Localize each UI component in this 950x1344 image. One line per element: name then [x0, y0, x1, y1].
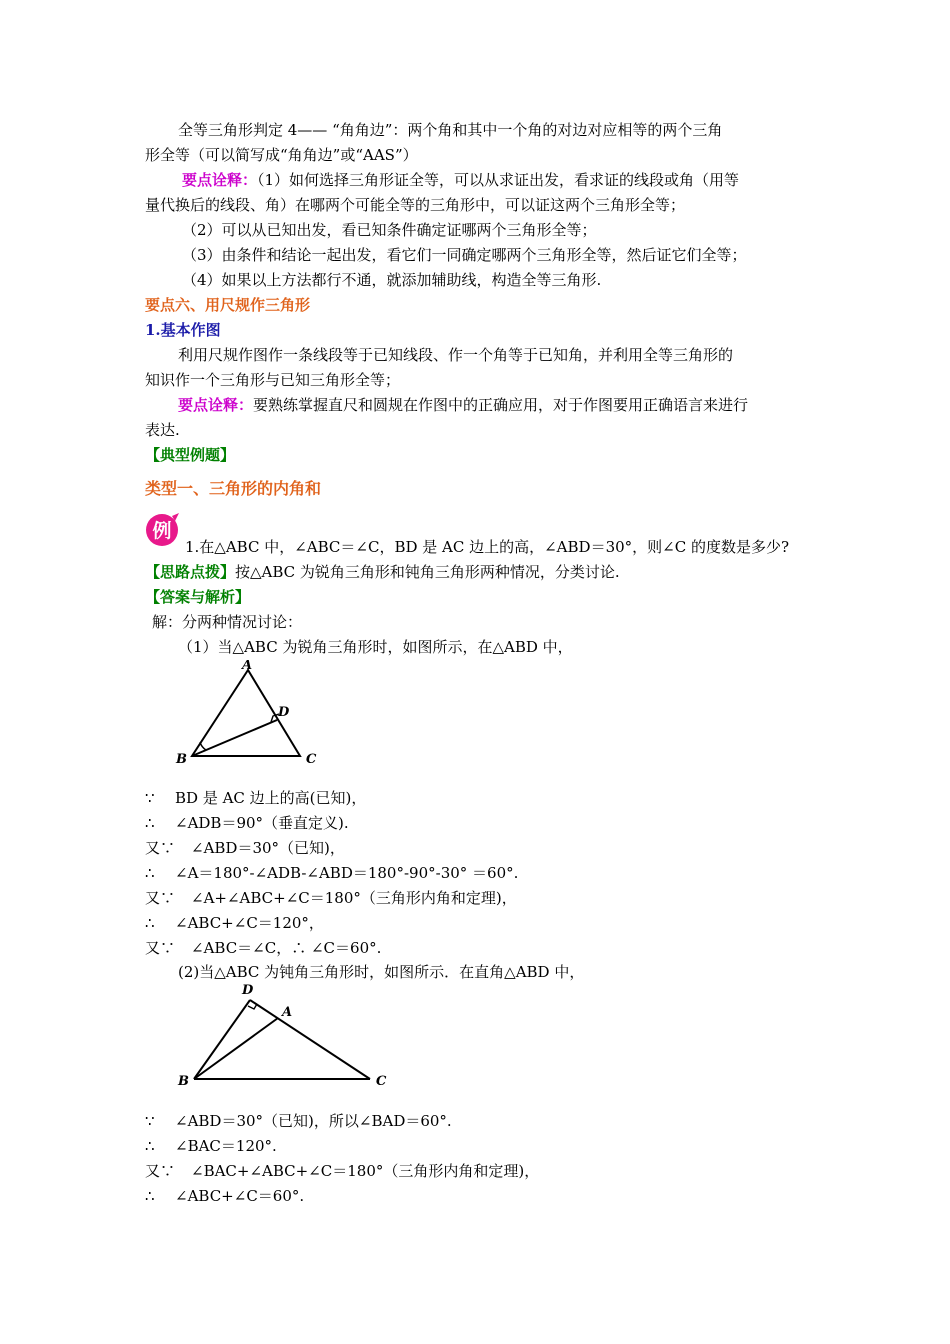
example1-hint-text: 按△ABC 为锐角三角形和钝角三角形两种情况，分类讨论. — [235, 563, 620, 581]
line-dc — [250, 1000, 370, 1079]
intro-line-2: 形全等（可以简写成“角角边”或“AAS”） — [145, 146, 418, 164]
tips1-item3: （3）由条件和结论一起出发，看它们一同确定哪两个三角形全等，然后证它们全等； — [182, 246, 747, 264]
proof-step-symbol: ∴ — [145, 1137, 155, 1155]
proof-step-text: ∠ABD＝30°（已知)， — [191, 839, 345, 857]
example-badge-icon — [145, 512, 181, 548]
proof-step — [145, 838, 815, 858]
type1-title: 类型一、三角形的内角和 — [145, 479, 322, 498]
tips1-label: 要点诠释： — [182, 171, 258, 189]
tips1-item2: （2）可以从已知出发，看已知条件确定证哪两个三角形全等； — [182, 221, 597, 239]
proof-step-symbol: ∵ — [145, 1112, 155, 1130]
section6-tip-label: 要点诠释： — [178, 396, 254, 414]
proof-step-text: ∠ABC+∠C＝120°， — [175, 914, 324, 932]
example1-hint-label: 【思路点拨】 — [145, 563, 236, 581]
proof-step — [145, 888, 815, 908]
example1-answer-label: 【答案与解析】 — [145, 588, 251, 606]
section6-sub1: 1.基本作图 — [145, 321, 221, 339]
fig2-label-a: A — [282, 1005, 293, 1020]
section6-para1: 利用尺规作图作一条线段等于已知线段、作一个角等于已知角，并利用全等三角形的 — [178, 346, 734, 364]
example1-hint-line — [145, 562, 815, 582]
proof-step-text: ∠BAC＝120°. — [175, 1137, 277, 1155]
fig2-label-b: B — [178, 1074, 189, 1089]
section6-tip-line — [178, 395, 848, 415]
tips1-item1a: （1）如何选择三角形证全等，可以从求证出发，看求证的线段或角（用等 — [257, 171, 740, 189]
proof-step-symbol: 又∵ — [145, 839, 176, 857]
fig2-label-c: C — [376, 1074, 387, 1089]
figure-acute-triangle — [170, 660, 330, 770]
example1-question: 1.在△ABC 中，∠ABC＝∠C，BD 是 AC 边上的高，∠ABD＝30°，则∠C 的度数是多少? — [185, 538, 790, 556]
proof-step-symbol: ∴ — [145, 864, 155, 882]
fig2-label-d: D — [242, 983, 254, 998]
examples-header: 【典型例题】 — [145, 446, 236, 464]
proof-step — [145, 913, 815, 933]
proof-step-symbol: ∴ — [145, 814, 155, 832]
proof-step — [145, 788, 815, 808]
proof-step-symbol: ∵ — [145, 789, 155, 807]
proof-step — [145, 938, 815, 958]
fig1-label-b: B — [176, 752, 187, 767]
proof-step — [145, 1161, 815, 1181]
proof-step-text: ∠BAC+∠ABC+∠C＝180°（三角形内角和定理)， — [191, 1162, 540, 1180]
proof-step-symbol: 又∵ — [145, 1162, 176, 1180]
tips1-item4: （4）如果以上方法都行不通，就添加辅助线，构造全等三角形. — [182, 271, 602, 289]
proof-step-text: BD 是 AC 边上的高(已知)， — [175, 789, 367, 807]
figure-obtuse-triangle — [170, 980, 400, 1090]
example1-case2: (2)当△ABC 为钝角三角形时，如图所示．在直角△ABD 中， — [178, 963, 585, 981]
proof-step — [145, 1111, 815, 1131]
proof-step-text: ∠ABD＝30°（已知)，所以∠BAD＝60°. — [175, 1112, 452, 1130]
proof-step-symbol: 又∵ — [145, 939, 176, 957]
proof-step-text: ∠ADB＝90°（垂直定义). — [175, 814, 349, 832]
proof-step — [145, 1186, 815, 1206]
example-badge-text: 例 — [152, 520, 172, 542]
angle-arc — [200, 742, 206, 750]
side-ba — [194, 1018, 278, 1079]
proof-step-text: ∠ABC+∠C＝60°. — [175, 1187, 305, 1205]
fig1-label-c: C — [306, 752, 317, 767]
side-bd — [194, 1000, 250, 1079]
proof-step-text: ∠ABC＝∠C，∴ ∠C＝60°. — [191, 939, 382, 957]
proof-step-symbol: ∴ — [145, 914, 155, 932]
tips1-item1b: 量代换后的线段、角）在哪两个可能全等的三角形中，可以证这两个三角形全等； — [145, 196, 686, 214]
example1-case1: （1）当△ABC 为锐角三角形时，如图所示，在△ABD 中， — [178, 638, 573, 656]
proof-step-text: ∠A+∠ABC+∠C＝180°（三角形内角和定理)， — [191, 889, 517, 907]
tips1-line-1 — [182, 170, 852, 190]
fig1-label-a: A — [242, 660, 253, 673]
section6-title: 要点六、用尺规作三角形 — [145, 296, 311, 314]
proof-step — [145, 1136, 815, 1156]
section6-tip-text2: 表达. — [145, 421, 180, 439]
section6-para2: 知识作一个三角形与已知三角形全等； — [145, 371, 401, 389]
example1-sol-intro: 解：分两种情况讨论： — [152, 613, 303, 631]
proof-step — [145, 863, 815, 883]
proof-step-symbol: ∴ — [145, 1187, 155, 1205]
intro-line-1: 全等三角形判定 4—— “角角边”：两个角和其中一个角的对边对应相等的两个三角 — [178, 121, 723, 139]
proof-step-symbol: 又∵ — [145, 889, 176, 907]
section6-tip-text1: 要熟练掌握直尺和圆规在作图中的正确应用，对于作图要用正确语言来进行 — [253, 396, 749, 414]
fig1-label-d: D — [278, 705, 290, 720]
proof-step-text: ∠A＝180°-∠ADB-∠ABD＝180°-90°-30° ＝60°. — [175, 864, 519, 882]
proof-step — [145, 813, 815, 833]
